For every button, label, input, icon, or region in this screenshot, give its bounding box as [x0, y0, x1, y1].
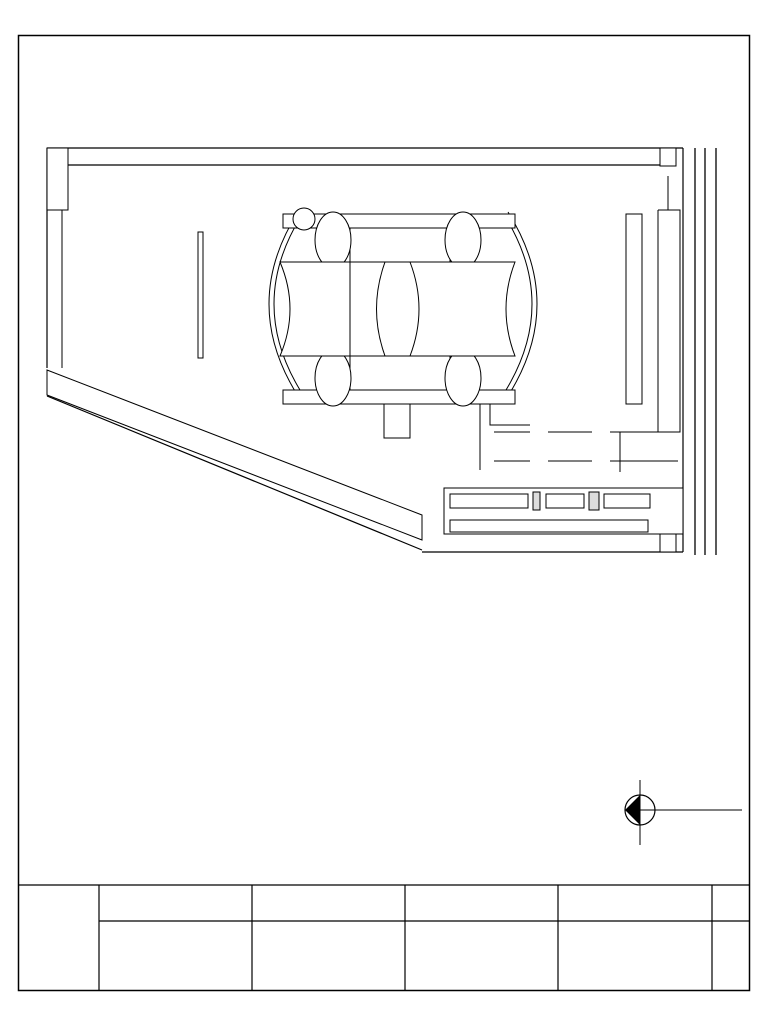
value-nama	[99, 921, 252, 990]
value-judul	[252, 921, 405, 990]
guard-post-bottom	[660, 534, 676, 552]
guard-post-top	[660, 148, 676, 166]
toilet-block	[47, 148, 68, 210]
access-lanes	[480, 404, 678, 472]
apartment-mall-complex	[269, 208, 537, 438]
motorcycle-parking	[444, 488, 683, 534]
header-pengampu	[405, 885, 558, 921]
header-nama	[99, 885, 252, 921]
header-judul	[252, 885, 405, 921]
site-plan-tag	[625, 780, 742, 845]
road	[695, 148, 716, 555]
open-area	[626, 210, 680, 432]
value-pengampu	[405, 921, 558, 990]
value-pembimbing	[558, 921, 712, 990]
header-hal	[712, 885, 750, 921]
header-pembimbing	[558, 885, 712, 921]
